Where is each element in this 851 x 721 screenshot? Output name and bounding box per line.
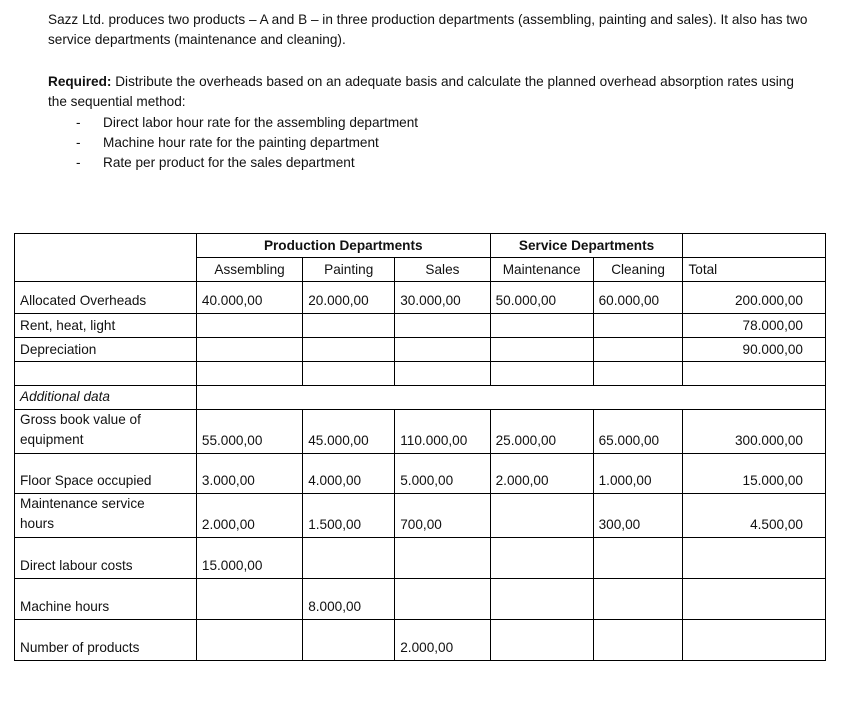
table-row (15, 282, 826, 314)
table-cell: 2.000,00 (395, 620, 490, 661)
table-row (15, 579, 826, 620)
additional-data-label: Additional data (15, 386, 197, 410)
row-label: Machine hours (15, 579, 197, 620)
table-cell (395, 362, 490, 386)
row-label-line: Gross book value of (20, 412, 141, 427)
table-cell: 15.000,00 (683, 454, 826, 494)
row-label: Depreciation (15, 338, 197, 362)
row-label-line: equipment (20, 432, 84, 447)
table-cell: 300,00 (593, 494, 683, 538)
table-row (15, 454, 826, 494)
table-cell (593, 579, 683, 620)
table-row (15, 314, 826, 338)
table-cell: 90.000,00 (683, 338, 826, 362)
required-text: Distribute the overheads based on an adequate basis and calculate the planned overhead absorption rates using the sequential method: (48, 74, 794, 109)
table-cell (15, 258, 197, 282)
table-cell (395, 338, 490, 362)
table-cell: 40.000,00 (196, 282, 302, 314)
table-cell (490, 362, 593, 386)
table-cell: 5.000,00 (395, 454, 490, 494)
bullet-dash: - (76, 155, 81, 170)
col-header-total: Total (683, 258, 826, 282)
table-cell: 78.000,00 (683, 314, 826, 338)
table-cell (593, 538, 683, 579)
col-header-assembling: Assembling (196, 258, 302, 282)
table-cell (490, 620, 593, 661)
table-row (15, 386, 826, 410)
table-cell (303, 620, 395, 661)
table-cell (683, 362, 826, 386)
table-cell (303, 338, 395, 362)
required-paragraph (48, 72, 808, 112)
list-item (58, 133, 418, 153)
table-cell: 700,00 (395, 494, 490, 538)
col-header-sales: Sales (395, 258, 490, 282)
table-cell: 60.000,00 (593, 282, 683, 314)
row-label-line: Maintenance service (20, 496, 145, 511)
list-item (58, 153, 418, 173)
table-cell (303, 538, 395, 579)
table-cell: 200.000,00 (683, 282, 826, 314)
table-cell: 4.000,00 (303, 454, 395, 494)
task-list (58, 113, 418, 173)
table-cell: 1.500,00 (303, 494, 395, 538)
row-label: Direct labour costs (15, 538, 197, 579)
table-cell (196, 362, 302, 386)
table-cell: 4.500,00 (683, 494, 826, 538)
row-label: Number of products (15, 620, 197, 661)
table-cell (490, 579, 593, 620)
row-label (15, 494, 197, 538)
table-cell: 15.000,00 (196, 538, 302, 579)
service-departments-header: Service Departments (490, 234, 683, 258)
table-row (15, 338, 826, 362)
col-header-cleaning: Cleaning (593, 258, 683, 282)
table-cell: 8.000,00 (303, 579, 395, 620)
row-label: Rent, heat, light (15, 314, 197, 338)
table-row (15, 234, 826, 258)
table-cell (683, 538, 826, 579)
table-row (15, 494, 826, 538)
table-cell (490, 494, 593, 538)
table-cell (395, 538, 490, 579)
table-cell: 65.000,00 (593, 410, 683, 454)
bullet-dash: - (76, 115, 81, 130)
table-cell: 110.000,00 (395, 410, 490, 454)
table-row (15, 538, 826, 579)
table-row (15, 258, 826, 282)
table-cell: 2.000,00 (490, 454, 593, 494)
table-cell (683, 579, 826, 620)
overhead-table (14, 233, 826, 661)
table-cell (303, 314, 395, 338)
table-cell (683, 620, 826, 661)
table-cell: 300.000,00 (683, 410, 826, 454)
table-cell: 2.000,00 (196, 494, 302, 538)
table-cell (395, 314, 490, 338)
table-cell: 55.000,00 (196, 410, 302, 454)
col-header-maintenance: Maintenance (490, 258, 593, 282)
table-row (15, 362, 826, 386)
task-text: Machine hour rate for the painting department (103, 135, 379, 150)
table-cell (593, 338, 683, 362)
table-cell (593, 314, 683, 338)
table-cell (15, 362, 197, 386)
table-cell: 30.000,00 (395, 282, 490, 314)
table-row (15, 410, 826, 454)
row-label (15, 410, 197, 454)
table-cell: 1.000,00 (593, 454, 683, 494)
col-header-painting: Painting (303, 258, 395, 282)
task-text: Direct labor hour rate for the assembling department (103, 115, 419, 130)
task-text: Rate per product for the sales department (103, 155, 355, 170)
table-cell (395, 579, 490, 620)
row-label-line: hours (20, 516, 55, 531)
bullet-dash: - (76, 135, 81, 150)
table-cell (196, 579, 302, 620)
table-cell (490, 314, 593, 338)
table-cell (303, 362, 395, 386)
table-cell (593, 362, 683, 386)
table-cell: 50.000,00 (490, 282, 593, 314)
required-label: Required: (48, 74, 112, 89)
table-cell (196, 314, 302, 338)
table-cell: 45.000,00 (303, 410, 395, 454)
table-cell (196, 338, 302, 362)
table-row (15, 620, 826, 661)
table-cell (196, 620, 302, 661)
table-cell (490, 538, 593, 579)
intro-paragraph: Sazz Ltd. produces two products – A and B – in three production departments (assembling, painting and sales). It also has two service departments (maintenance and cleaning). (48, 12, 808, 47)
list-item (58, 113, 418, 133)
table-cell (593, 620, 683, 661)
table-cell: 25.000,00 (490, 410, 593, 454)
row-label: Allocated Overheads (15, 282, 197, 314)
row-label: Floor Space occupied (15, 454, 197, 494)
table-cell (15, 234, 197, 258)
table-cell: 20.000,00 (303, 282, 395, 314)
production-departments-header: Production Departments (196, 234, 490, 258)
table-cell (196, 386, 825, 410)
table-cell (490, 338, 593, 362)
table-cell: 3.000,00 (196, 454, 302, 494)
table-cell (683, 234, 826, 258)
